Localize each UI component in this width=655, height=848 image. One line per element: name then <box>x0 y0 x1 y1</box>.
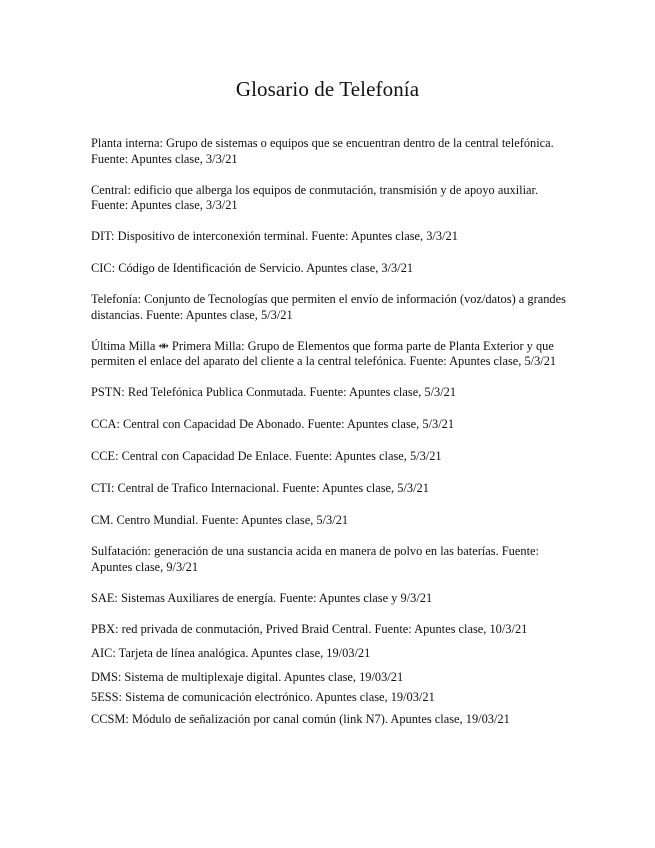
glossary-entry-central: Central: edificio que alberga los equipos de conmutación, transmisión y de apoyo auxiliar. Fuente: Apuntes clase, 3/3/21 <box>91 182 539 212</box>
glossary-entry-5ess: 5ESS: Sistema de comunicación electrónico. Apuntes clase, 19/03/21 <box>91 690 435 704</box>
glossary-entry-planta-interna: Planta interna: Grupo de sistemas o equipos que se encuentran dentro de la central telefónica. Fuente: Apuntes clase, 3/3/21 <box>91 136 554 166</box>
glossary-entry-cm: CM. Centro Mundial. Fuente: Apuntes clase, 5/3/21 <box>91 513 349 527</box>
glossary-entry-cce: CCE: Central con Capacidad De Enlace. Fuente: Apuntes clase, 5/3/21 <box>91 449 442 463</box>
glossary-entry-cti: CTI: Central de Trafico Internacional. Fuente: Apuntes clase, 5/3/21 <box>91 481 429 495</box>
glossary-entry-cca: CCA: Central con Capacidad De Abonado. Fuente: Apuntes clase, 5/3/21 <box>91 417 455 431</box>
glossary-entry-pbx: PBX: red privada de conmutación, Prived Braid Central. Fuente: Apuntes clase, 10/3/21 <box>91 622 528 636</box>
glossary-entry-telefonia: Telefonía: Conjunto de Tecnologías que permiten el envío de información (voz/datos) a grandes distancias. Fuente: Apuntes clase, 5/3/21 <box>91 292 566 322</box>
glossary-list <box>91 136 569 728</box>
glossary-entry-dit: DIT: Dispositivo de interconexión terminal. Fuente: Apuntes clase, 3/3/21 <box>91 229 458 243</box>
glossary-entry-sae: SAE: Sistemas Auxiliares de energía. Fuente: Apuntes clase y 9/3/21 <box>91 590 433 605</box>
glossary-entry-ultima-milla: Última Milla ⇼ Primera Milla: Grupo de Elementos que forma parte de Planta Exterior y que permiten el enlace del aparato del cliente a la central telefónica. Fuente: Apuntes clase, 5/3/21 <box>91 338 557 368</box>
glossary-entry-ccsm: CCSM: Módulo de señalización por canal común (link N7). Apuntes clase, 19/03/21 <box>91 712 510 726</box>
glossary-entry-sulfatacion: Sulfatación: generación de una sustancia acida en manera de polvo en las baterías. Fuente: Apuntes clase, 9/3/21 <box>91 544 539 574</box>
glossary-entry-aic: AIC: Tarjeta de línea analógica. Apuntes clase, 19/03/21 <box>91 645 371 660</box>
document-title: Glosario de Telefonía <box>235 77 420 101</box>
glossary-entry-dms: DMS: Sistema de multiplexaje digital. Apuntes clase, 19/03/21 <box>91 669 404 684</box>
glossary-entry-pstn: PSTN: Red Telefónica Publica Conmutada. Fuente: Apuntes clase, 5/3/21 <box>91 385 457 399</box>
glossary-entry-cic: CIC: Código de Identificación de Servicio. Apuntes clase, 3/3/21 <box>91 260 414 275</box>
